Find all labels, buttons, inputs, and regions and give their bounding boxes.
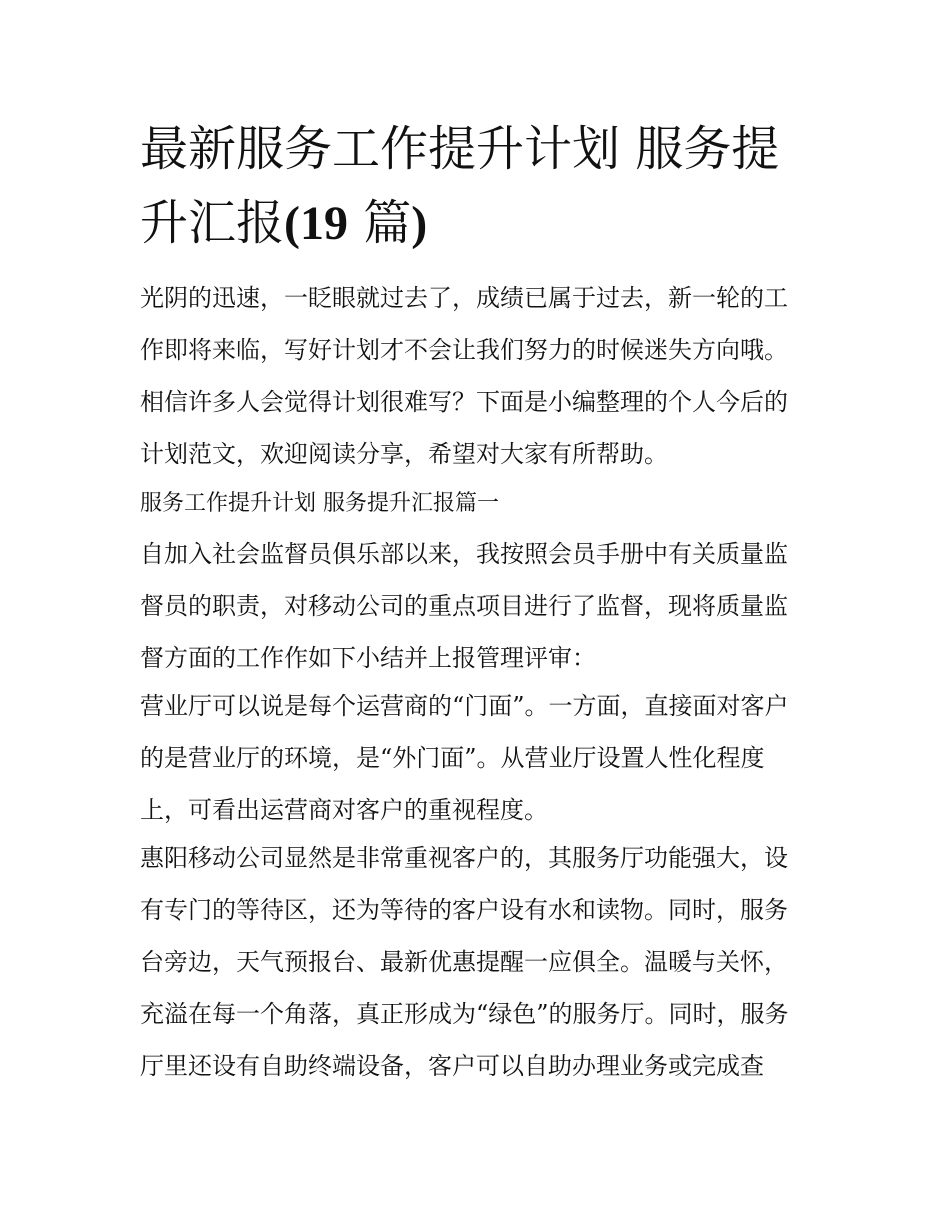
intro-paragraph [140, 272, 820, 480]
document-title [140, 112, 820, 261]
text-line: 营业厅可以说是每个运营商的“门面”。一方面，直接面对客户 [140, 692, 789, 720]
text-line: 的是营业厅的环境，是“外门面”。从营业厅设置人性化程度 [140, 744, 765, 772]
section-heading [140, 478, 820, 530]
text-line: 光阴的迅速，一眨眼就过去了，成绩已属于过去，新一轮的工 [140, 284, 788, 312]
text-line: 厅里还设有自助终端设备，客户可以自助办理业务或完成查 [140, 1052, 764, 1080]
text-line: 计划范文，欢迎阅读分享，希望对大家有所帮助。 [140, 440, 668, 468]
body-paragraph-3 [140, 832, 820, 1092]
text-line: 上，可看出运营商对客户的重视程度。 [140, 796, 548, 824]
body-paragraph-2 [140, 680, 820, 836]
text-line: 相信许多人会觉得计划很难写？下面是小编整理的个人今后的 [140, 388, 788, 416]
text-line: 充溢在每一个角落，真正形成为“绿色”的服务厅。同时，服务 [140, 1000, 789, 1028]
text-line: 有专门的等待区，还为等待的客户设有水和读物。同时，服务 [140, 896, 788, 924]
title-line-2: 升汇报(19 篇) [140, 195, 428, 251]
text-line: 惠阳移动公司显然是非常重视客户的，其服务厅功能强大，设 [140, 844, 788, 872]
title-line-1: 最新服务工作提升计划 服务提 [140, 121, 780, 177]
text-line: 自加入社会监督员俱乐部以来，我按照会员手册中有关质量监 [140, 540, 788, 568]
text-line: 督员的职责，对移动公司的重点项目进行了监督，现将质量监 [140, 592, 788, 620]
body-paragraph-1 [140, 528, 820, 684]
text-line: 督方面的工作作如下小结并上报管理评审： [140, 644, 596, 672]
section-heading-text: 服务工作提升计划 服务提升汇报篇一 [140, 491, 499, 516]
text-line: 作即将来临，写好计划才不会让我们努力的时候迷失方向哦。 [140, 336, 788, 364]
text-line: 台旁边，天气预报台、最新优惠提醒一应俱全。温暖与关怀， [140, 948, 788, 976]
